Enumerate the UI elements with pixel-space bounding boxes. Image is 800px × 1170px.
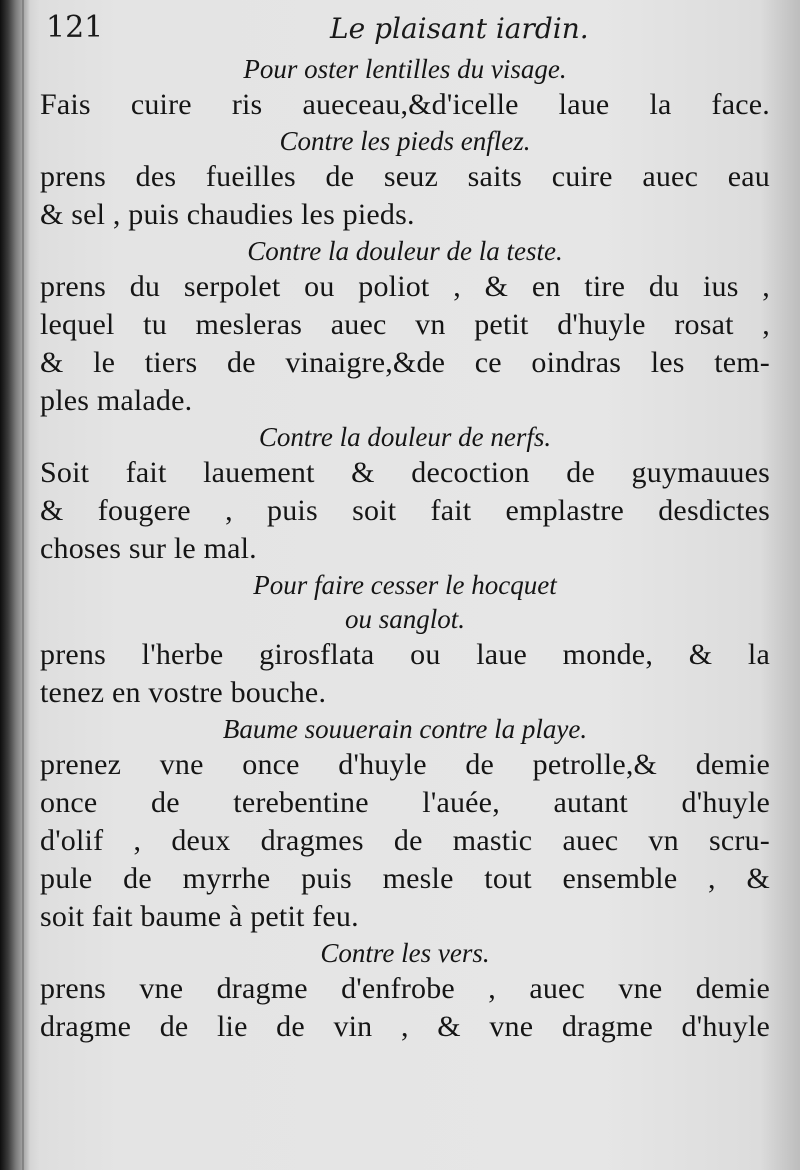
page-text	[40, 52, 770, 1046]
page-edge-line	[22, 0, 24, 1170]
text-line: once de terebentine l'auée, autant d'huyle	[40, 786, 770, 819]
text-line: Fais cuire ris aueceau,&d'icelle laue la face.	[40, 88, 770, 121]
section-heading: Baume souuerain contre la playe.	[222, 714, 588, 744]
text-line: dragme de lie de vin , & vne dragme d'huyle	[40, 1010, 770, 1043]
section-heading: Contre les pieds enflez.	[279, 126, 531, 156]
text-line: lequel tu mesleras auec vn petit d'huyle rosat ,	[40, 308, 770, 341]
text-line: soit fait baume à petit feu.	[40, 900, 359, 933]
text-line: d'olif , deux dragmes de mastic auec vn scru-	[40, 824, 770, 857]
running-title: Le plaisant iardin.	[330, 12, 589, 45]
recipe-section	[40, 124, 770, 234]
text-line: prens du serpolet ou poliot , & en tire du ius ,	[40, 270, 770, 303]
text-line: ples malade.	[40, 384, 193, 417]
section-heading: Contre les vers.	[320, 938, 490, 968]
text-line: prens l'herbe girosflata ou laue monde, & la	[40, 638, 770, 671]
text-line: Soit fait lauement & decoction de guymauues	[40, 456, 770, 489]
text-line: & fougere , puis soit fait emplastre desdictes	[40, 494, 770, 527]
text-line: choses sur le mal.	[40, 532, 257, 565]
page-header	[40, 10, 780, 50]
section-heading: Pour oster lentilles du visage.	[243, 54, 567, 84]
text-line: prenez vne once d'huyle de petrolle,& demie	[40, 748, 770, 781]
text-line: & sel , puis chaudies les pieds.	[40, 198, 415, 231]
text-line: & le tiers de vinaigre,&de ce oindras les tem-	[40, 346, 770, 379]
section-heading-continued: ou sanglot.	[344, 604, 465, 634]
text-line: prens des fueilles de seuz saits cuire auec eau	[40, 160, 770, 193]
recipe-section	[40, 234, 770, 420]
page-number: 121	[46, 10, 104, 45]
text-line: pule de myrrhe puis mesle tout ensemble , &	[40, 862, 770, 895]
recipe-section	[40, 568, 770, 712]
recipe-section	[40, 936, 770, 1046]
book-spine	[0, 0, 30, 1170]
recipe-section	[40, 712, 770, 936]
recipe-section	[40, 420, 770, 568]
section-heading: Pour faire cesser le hocquet	[253, 570, 557, 600]
section-heading: Contre la douleur de nerfs.	[258, 422, 552, 452]
text-line: prens vne dragme d'enfrobe , auec vne demie	[40, 972, 770, 1005]
text-line: tenez en vostre bouche.	[40, 676, 327, 709]
section-heading: Contre la douleur de la teste.	[247, 236, 563, 266]
recipe-section	[40, 52, 770, 124]
